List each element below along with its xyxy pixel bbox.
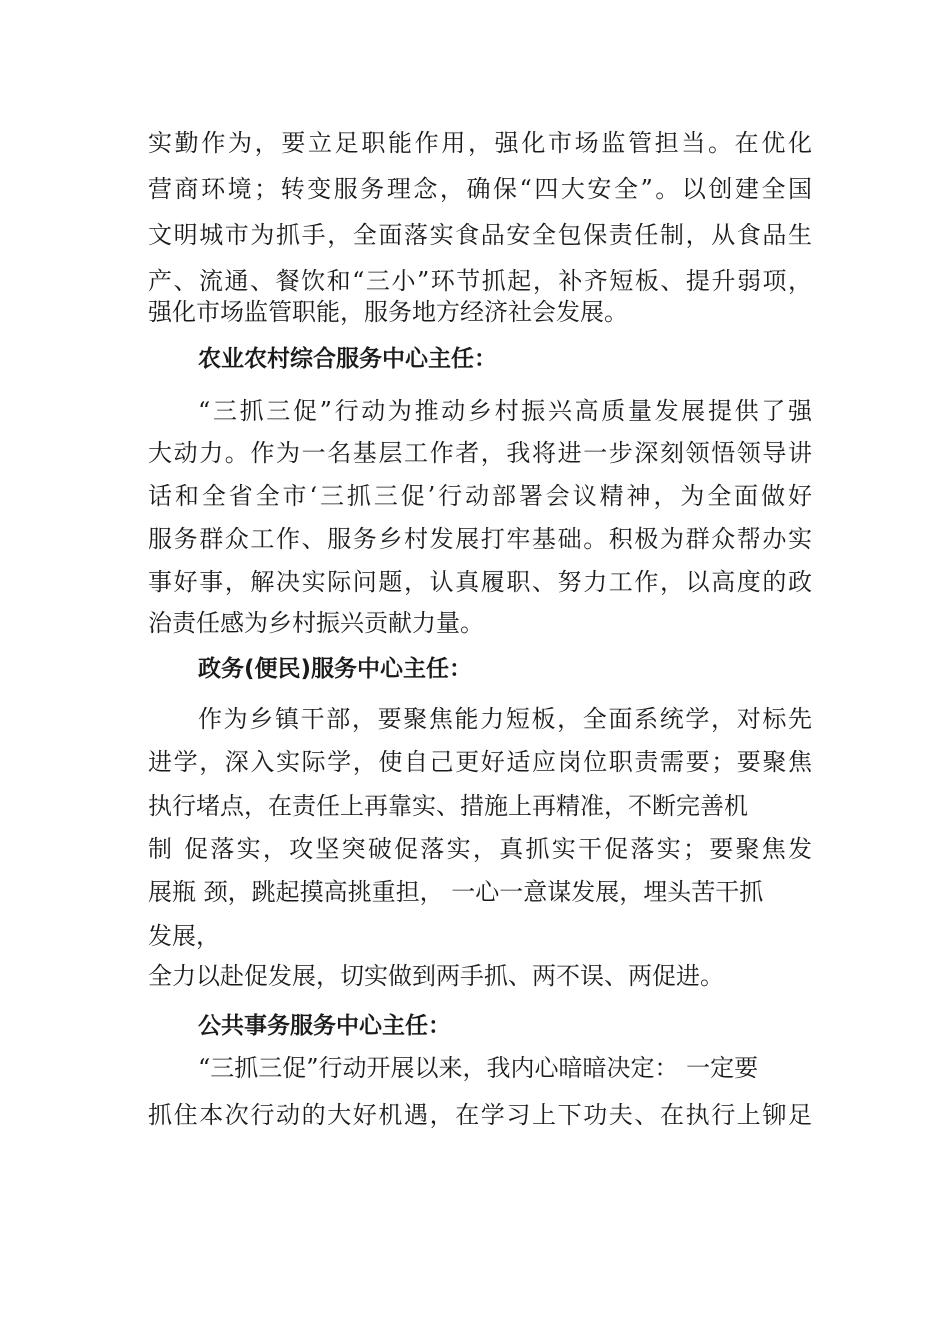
section-heading: 公共事务服务中心主任： (198, 1013, 451, 1039)
paragraph-line: 事好事，解决实际问题，认真履职、努力工作，以高度的政 (148, 568, 812, 596)
section-heading: 农业农村综合服务中心主任： (198, 346, 497, 372)
paragraph-line: 强化市场监管职能，服务地方经济社会发展。 (148, 298, 628, 326)
paragraph-line: 治责任感为乡村振兴贡献力量。 (148, 609, 484, 637)
paragraph-line: 话和全省全市‘三抓三促’行动部署会议精神，为全面做好 (148, 482, 812, 510)
paragraph-line: 执行堵点，在责任上再靠实、措施上再精准，不断完善机 (148, 792, 748, 820)
paragraph-line: 文明城市为抓手，全面落实食品安全包保责任制，从食品生 (148, 221, 812, 249)
paragraph-line: “三抓三促”行动开展以来，我内心暗暗决定： 一定要 (198, 1054, 759, 1082)
paragraph-line: 作为乡镇干部，要聚焦能力短板，全面系统学，对标先 (198, 705, 812, 733)
paragraph-line: 进学，深入实际学，使自己更好适应岗位职责需要；要聚焦 (148, 748, 812, 776)
paragraph-line: 服务群众工作、服务乡村发展打牢基础。积极为群众帮办实 (148, 525, 812, 553)
paragraph-line: 发展， (148, 922, 220, 950)
paragraph-line: 全力以赴促发展，切实做到两手抓、两不误、两促进。 (148, 962, 724, 990)
paragraph-line: 展瓶 颈，跳起摸高挑重担， 一心一意谋发展，埋头苦干抓 (148, 878, 764, 906)
paragraph-line: 营商环境；转变服务理念，确保“四大安全”。以创建全国 (148, 175, 812, 203)
paragraph-line: 产、流通、餐饮和“三小”环节抓起，补齐短板、提升弱项， (148, 267, 812, 295)
paragraph-line: 抓住本次行动的大好机遇，在学习上下功夫、在执行上铆足 (148, 1101, 812, 1129)
section-heading: 政务(便民)服务中心主任： (198, 656, 473, 682)
paragraph-line: 大动力。作为一名基层工作者，我将进一步深刻领悟领导讲 (148, 439, 812, 467)
paragraph-line: 实勤作为，要立足职能作用，强化市场监管担当。在优化 (148, 129, 812, 157)
paragraph-line: “三抓三促”行动为推动乡村振兴高质量发展提供了强 (198, 397, 812, 425)
paragraph-line: 制 促落实，攻坚突破促落实，真抓实干促落实；要聚焦发 (148, 835, 812, 863)
